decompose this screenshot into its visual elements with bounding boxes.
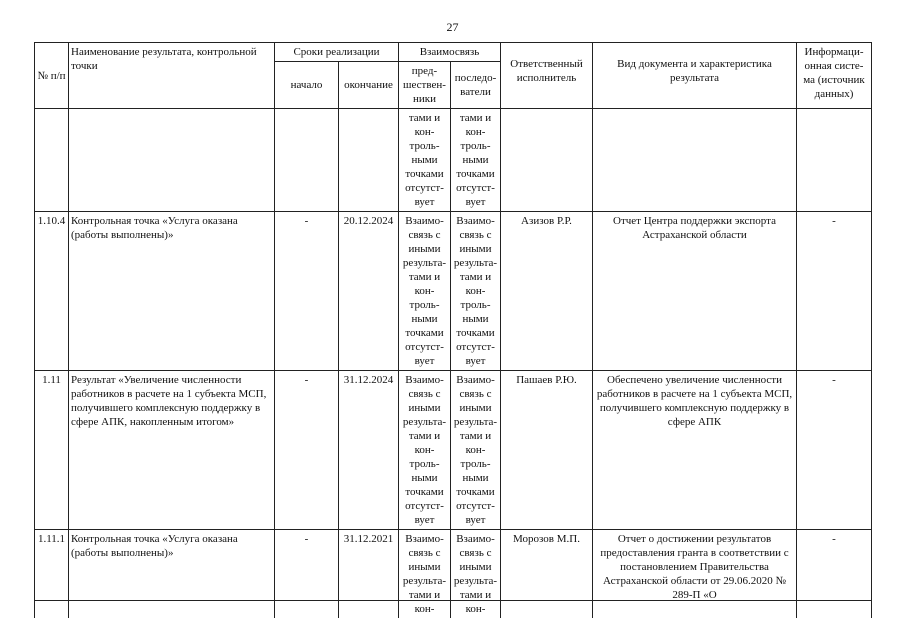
row-num: 1.10.4 [35,212,69,371]
row-num: 1.11.1 [35,530,69,619]
header-doc-type: Вид документа и характеристика результата [593,43,797,109]
continuation-row [35,109,872,212]
header-name: Наименование результата, контрольной точки [69,43,275,109]
row-successors: Взаимо- связь с иными результа- тами и кон- [451,530,501,619]
cont-end [339,109,399,212]
header-row-top [35,43,872,62]
row-start: - [275,371,339,530]
header-predecessors: пред- шествен- ники [399,62,451,109]
row-name: Контрольная точка «Услуга оказана (работы выполнены)» [69,212,275,371]
header-deadlines: Сроки реализации [275,43,399,62]
cont-start [275,109,339,212]
cont-num [35,109,69,212]
row-end: 20.12.2024 [339,212,399,371]
row-doc: Обеспечено увеличение численности работников в расчете на 1 субъекта МСП, получившего комплексную поддержку в сфере АПК [593,371,797,530]
cont-executor [501,109,593,212]
row-predecessors: Взаимо- связь с иными результа- тами и кон- [399,530,451,619]
row-predecessors: Взаимо- связь с иными результа- тами и кон- троль- ными точками отсутст- вует [399,212,451,371]
row-predecessors: Взаимо- связь с иными результа- тами и кон- троль- ными точками отсутст- вует [399,371,451,530]
header-num: № п/п [35,43,69,109]
row-end: 31.12.2021 [339,530,399,619]
cont-predecessors: тами и кон- троль- ными точками отсутст- вует [399,109,451,212]
row-executor: Азизов Р.Р. [501,212,593,371]
table-row [35,371,872,530]
row-executor: Морозов М.П. [501,530,593,619]
row-start: - [275,212,339,371]
page-number: 27 [446,20,459,34]
results-table [34,42,872,618]
cont-info [797,109,872,212]
table-row [35,212,872,371]
header-start: начало [275,62,339,109]
row-info: - [797,530,872,619]
table-bottom-border [34,600,871,601]
row-info: - [797,371,872,530]
row-successors: Взаимо- связь с иными результа- тами и кон- троль- ными точками отсутст- вует [451,212,501,371]
table-row [35,530,872,619]
header-end: окончание [339,62,399,109]
row-doc: Отчет Центра поддержки экспорта Астраханской области [593,212,797,371]
cont-successors: тами и кон- троль- ными точками отсутст- вует [451,109,501,212]
row-name: Контрольная точка «Услуга оказана (работы выполнены)» [69,530,275,619]
header-relation: Взаимосвязь [399,43,501,62]
row-doc: Отчет о достижении результатов предоставления гранта в соответствии с постановлением Правительства Астраханской области от 29.06.2020 № 289-П «О [593,530,797,619]
row-num: 1.11 [35,371,69,530]
header-executor: Ответственный исполнитель [501,43,593,109]
cont-name [69,109,275,212]
row-info: - [797,212,872,371]
row-successors: Взаимо- связь с иными результа- тами и кон- троль- ными точками отсутст- вует [451,371,501,530]
row-end: 31.12.2024 [339,371,399,530]
row-executor: Пашаев Р.Ю. [501,371,593,530]
row-name: Результат «Увеличение численности работников в расчете на 1 субъекта МСП, получившего комплексную поддержку в сфере АПК, накопленным итогом» [69,371,275,530]
cont-doc [593,109,797,212]
row-start: - [275,530,339,619]
header-info-system: Информаци- онная систе- ма (источник данных) [797,43,872,109]
header-successors: последо- ватели [451,62,501,109]
